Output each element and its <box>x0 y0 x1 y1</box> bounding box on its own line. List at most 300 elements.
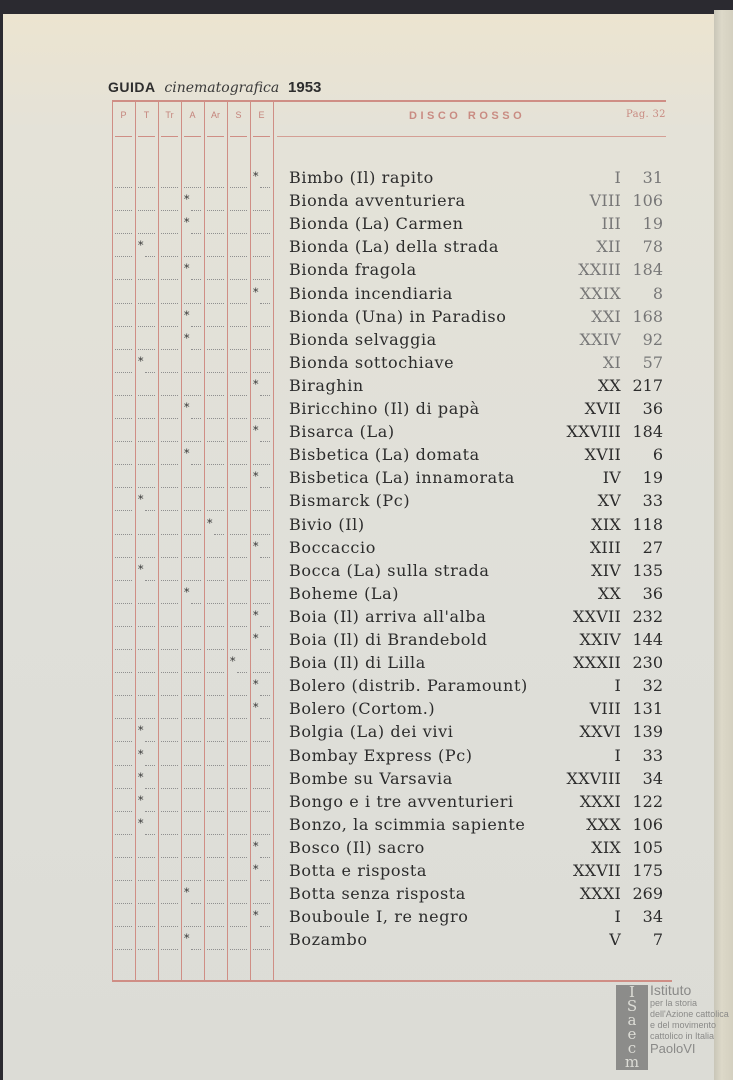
page-reference: 36 <box>642 399 663 418</box>
row-leader <box>115 718 132 719</box>
classification-mark: * <box>253 608 259 622</box>
row-leader <box>207 672 224 673</box>
film-title: Boia (Il) arriva all'alba <box>289 606 487 626</box>
classification-mark: * <box>253 839 259 853</box>
row-leader <box>115 580 132 581</box>
volume-number: XIII <box>589 537 621 557</box>
row-leader <box>191 949 201 950</box>
row-leader <box>207 303 224 304</box>
table-row <box>289 491 663 514</box>
row-leader <box>207 834 224 835</box>
row-leader <box>115 510 132 511</box>
page-reference: 78 <box>642 237 663 257</box>
row-leader <box>138 303 155 304</box>
watermark-text <box>650 983 729 1056</box>
classification-mark: * <box>184 585 190 599</box>
row-leader <box>115 395 132 396</box>
row-leader <box>184 372 201 373</box>
row-leader <box>161 949 178 950</box>
volume-number: XXXI <box>579 884 621 904</box>
column-header-tr: Tr <box>165 110 174 120</box>
row-leader <box>184 741 201 742</box>
row-leader <box>253 279 270 280</box>
row-leader <box>260 557 270 558</box>
row-leader <box>230 326 247 327</box>
watermark-line: dell'Azione cattolica <box>650 1009 729 1019</box>
row-leader <box>161 256 178 257</box>
monogram-letter: e <box>627 1025 637 1043</box>
classification-mark: * <box>253 632 259 645</box>
page-reference: 6 <box>652 445 663 465</box>
film-title: Boia (Il) di Brandebold <box>289 630 488 649</box>
classification-mark: * <box>253 285 259 299</box>
row-leader <box>207 695 224 696</box>
row-leader <box>253 418 270 419</box>
watermark-line: e del movimento <box>650 1020 717 1030</box>
film-title: Bolero (distrib. Paramount) <box>289 676 528 696</box>
row-leader <box>145 765 155 766</box>
page-reference: 135 <box>632 560 663 580</box>
page-reference: 118 <box>632 514 663 534</box>
row-leader <box>145 580 155 581</box>
page-reference: 168 <box>632 306 663 326</box>
film-title: Boccaccio <box>289 537 376 557</box>
column-header-underline <box>161 136 178 137</box>
classification-mark: * <box>253 424 259 438</box>
film-title: Boheme (La) <box>289 583 400 603</box>
row-leader <box>138 279 155 280</box>
row-leader <box>260 441 270 442</box>
row-leader <box>138 926 155 927</box>
column-divider <box>112 100 113 980</box>
row-leader <box>161 418 178 419</box>
row-leader <box>184 441 201 442</box>
table-row <box>289 260 663 283</box>
row-leader <box>115 418 132 419</box>
page-edge <box>714 10 733 1080</box>
row-leader <box>161 441 178 442</box>
row-leader <box>230 718 247 719</box>
film-title: Bionda (La) Carmen <box>289 214 464 234</box>
row-leader <box>207 557 224 558</box>
column-divider <box>227 100 228 980</box>
row-leader <box>145 788 155 789</box>
watermark-line: cattolico in Italia <box>650 1031 715 1041</box>
row-leader <box>138 857 155 858</box>
film-title: Bionda avventuriera <box>289 191 466 211</box>
row-leader <box>161 395 178 396</box>
row-leader <box>253 811 270 812</box>
page-reference: 19 <box>642 214 663 234</box>
classification-mark: * <box>253 909 259 923</box>
classification-mark: * <box>184 308 190 322</box>
row-leader <box>161 741 178 742</box>
running-header <box>108 78 321 96</box>
row-leader <box>207 187 224 188</box>
row-leader <box>115 233 132 234</box>
row-leader <box>115 949 132 950</box>
row-leader <box>184 510 201 511</box>
row-leader <box>115 926 132 927</box>
volume-number: VIII <box>589 699 621 719</box>
row-leader <box>207 741 224 742</box>
row-leader <box>191 210 201 211</box>
row-leader <box>253 534 270 535</box>
classification-mark: * <box>253 701 259 715</box>
column-header-underline <box>230 136 247 137</box>
volume-number: XXIII <box>578 260 621 280</box>
page-reference: 269 <box>632 884 663 904</box>
row-leader <box>260 487 270 488</box>
film-title: Bombe su Varsavia <box>289 768 453 788</box>
row-leader <box>138 210 155 211</box>
row-leader <box>184 303 201 304</box>
row-leader <box>145 510 155 511</box>
row-leader <box>161 279 178 280</box>
page-reference: 57 <box>642 352 663 372</box>
page-reference: 106 <box>632 191 663 211</box>
row-leader <box>184 857 201 858</box>
row-leader <box>253 788 270 789</box>
film-title: Bionda (Una) in Paradiso <box>289 306 507 326</box>
row-leader <box>138 418 155 419</box>
table-row <box>289 399 663 422</box>
row-leader <box>184 487 201 488</box>
classification-mark: * <box>184 932 190 946</box>
monogram-letter: c <box>627 1039 637 1057</box>
row-leader <box>207 256 224 257</box>
row-leader <box>184 580 201 581</box>
table-row <box>289 168 663 191</box>
classification-mark: * <box>207 516 213 530</box>
film-title: Bionda incendiaria <box>289 283 453 303</box>
row-leader <box>138 672 155 673</box>
row-leader <box>138 187 155 188</box>
row-leader <box>115 303 132 304</box>
film-title: Bombay Express (Pc) <box>289 745 473 765</box>
row-leader <box>230 256 247 257</box>
volume-number: XVII <box>584 399 621 418</box>
row-leader <box>138 464 155 465</box>
table-row <box>289 445 663 468</box>
row-leader <box>115 487 132 488</box>
table-row <box>289 214 663 237</box>
film-title: Bolero (Cortom.) <box>289 699 436 719</box>
table-row <box>289 237 663 260</box>
classification-mark: * <box>184 262 190 276</box>
page-reference: 131 <box>632 699 663 719</box>
volume-number: XXVIII <box>566 768 621 788</box>
row-leader <box>207 649 224 650</box>
row-leader <box>115 464 132 465</box>
row-leader <box>207 326 224 327</box>
table-row <box>289 722 663 745</box>
row-leader <box>260 187 270 188</box>
row-leader <box>207 903 224 904</box>
row-leader <box>161 464 178 465</box>
row-leader <box>138 903 155 904</box>
row-leader <box>115 557 132 558</box>
row-leader <box>207 626 224 627</box>
row-leader <box>230 372 247 373</box>
row-leader <box>230 441 247 442</box>
row-leader <box>161 303 178 304</box>
row-leader <box>161 926 178 927</box>
row-leader <box>115 534 132 535</box>
classification-mark: * <box>184 193 190 207</box>
row-leader <box>161 903 178 904</box>
row-leader <box>161 534 178 535</box>
row-leader <box>253 510 270 511</box>
row-leader <box>253 233 270 234</box>
row-leader <box>230 487 247 488</box>
page-reference: 32 <box>642 676 663 696</box>
row-leader <box>115 603 132 604</box>
row-leader <box>230 580 247 581</box>
row-leader <box>115 880 132 881</box>
classification-mark: * <box>184 216 190 230</box>
row-leader <box>138 534 155 535</box>
row-leader <box>161 649 178 650</box>
row-leader <box>191 349 201 350</box>
page-reference: 34 <box>642 768 663 788</box>
row-leader <box>253 210 270 211</box>
row-leader <box>230 811 247 812</box>
row-leader <box>115 326 132 327</box>
table-row <box>289 284 663 307</box>
table-row <box>289 422 663 445</box>
classification-mark: * <box>138 770 144 784</box>
row-leader <box>115 210 132 211</box>
row-leader <box>253 326 270 327</box>
row-leader <box>260 926 270 927</box>
row-leader <box>237 672 247 673</box>
row-leader <box>161 811 178 812</box>
table-row <box>289 330 663 353</box>
film-title: Bivio (Il) <box>289 514 365 534</box>
row-leader <box>115 741 132 742</box>
row-leader <box>115 649 132 650</box>
page-reference: 217 <box>632 375 663 395</box>
column-header-e: E <box>258 110 265 120</box>
row-leader <box>115 441 132 442</box>
row-leader <box>161 210 178 211</box>
page-reference: 8 <box>652 283 663 303</box>
row-leader <box>207 233 224 234</box>
film-title: Bionda sottochiave <box>289 352 455 372</box>
row-leader <box>253 741 270 742</box>
row-leader <box>138 603 155 604</box>
volume-number: I <box>614 745 621 765</box>
row-leader <box>230 649 247 650</box>
page-reference: 36 <box>642 583 663 603</box>
monogram-letter: I <box>629 983 635 1001</box>
subheader-rule <box>277 136 666 137</box>
row-leader <box>260 857 270 858</box>
table-row <box>289 746 663 769</box>
row-leader <box>260 626 270 627</box>
page-reference: 33 <box>642 491 663 511</box>
table-row <box>289 307 663 330</box>
row-leader <box>214 534 224 535</box>
table-row <box>289 584 663 607</box>
film-title: Bisbetica (La) innamorata <box>289 468 515 488</box>
film-title: Bouboule I, re negro <box>289 907 469 927</box>
row-leader <box>161 580 178 581</box>
row-leader <box>230 788 247 789</box>
row-leader <box>230 210 247 211</box>
row-leader <box>191 233 201 234</box>
table-row <box>289 607 663 630</box>
column-divider <box>181 100 182 980</box>
row-leader <box>161 557 178 558</box>
row-leader <box>115 903 132 904</box>
header-year: 1953 <box>288 79 322 96</box>
table-row <box>289 561 663 584</box>
page-reference: 184 <box>632 260 663 280</box>
table-row <box>289 353 663 376</box>
volume-number: XII <box>596 237 621 257</box>
row-leader <box>184 256 201 257</box>
row-leader <box>230 695 247 696</box>
row-leader <box>145 256 155 257</box>
row-leader <box>230 279 247 280</box>
row-leader <box>138 326 155 327</box>
volume-number: IV <box>602 468 621 488</box>
table-row <box>289 861 663 884</box>
row-leader <box>161 857 178 858</box>
row-leader <box>230 418 247 419</box>
row-leader <box>184 695 201 696</box>
row-leader <box>115 672 132 673</box>
row-leader <box>230 626 247 627</box>
volume-number: VIII <box>589 191 621 211</box>
row-leader <box>145 834 155 835</box>
classification-mark: * <box>138 724 144 738</box>
row-leader <box>161 372 178 373</box>
film-title: Bionda (La) della strada <box>289 237 499 257</box>
volume-number: I <box>614 168 621 187</box>
film-title: Botta senza risposta <box>289 884 466 904</box>
row-leader <box>115 811 132 812</box>
classification-mark: * <box>184 401 190 414</box>
column-header-p: P <box>120 110 127 120</box>
volume-number: I <box>614 676 621 696</box>
table-row <box>289 792 663 815</box>
row-leader <box>184 649 201 650</box>
volume-number: XXIV <box>579 630 621 649</box>
row-leader <box>161 880 178 881</box>
row-leader <box>207 580 224 581</box>
row-leader <box>191 603 201 604</box>
classification-mark: * <box>138 816 144 830</box>
film-title: Bozambo <box>289 930 368 950</box>
volume-number: XX <box>597 583 621 603</box>
row-leader <box>230 303 247 304</box>
row-leader <box>161 765 178 766</box>
row-leader <box>138 557 155 558</box>
film-title: Bisbetica (La) domata <box>289 445 480 465</box>
row-leader <box>145 372 155 373</box>
row-leader <box>184 395 201 396</box>
row-leader <box>138 695 155 696</box>
institute-watermark-logo <box>614 983 733 1073</box>
film-title: Bionda fragola <box>289 260 417 280</box>
volume-number: XIX <box>591 837 621 857</box>
row-leader <box>184 718 201 719</box>
header-subtitle: cinematografica <box>164 80 280 96</box>
column-header-s: S <box>235 110 242 120</box>
row-leader <box>230 510 247 511</box>
film-title: Bisarca (La) <box>289 422 395 442</box>
page-reference: 33 <box>642 745 663 765</box>
volume-number: XIX <box>591 514 621 534</box>
table-row <box>289 676 663 699</box>
row-leader <box>207 603 224 604</box>
row-leader <box>230 464 247 465</box>
page-reference: 175 <box>632 861 663 880</box>
row-leader <box>253 580 270 581</box>
row-leader <box>138 949 155 950</box>
row-leader <box>260 649 270 650</box>
volume-number: XVII <box>584 445 621 465</box>
row-leader <box>115 372 132 373</box>
column-divider <box>273 100 274 980</box>
volume-number: XXVI <box>579 722 621 742</box>
row-leader <box>230 233 247 234</box>
row-leader <box>253 765 270 766</box>
row-leader <box>260 718 270 719</box>
classification-mark: * <box>253 377 259 391</box>
table-row <box>289 515 663 538</box>
row-leader <box>184 926 201 927</box>
classification-mark: * <box>230 655 236 669</box>
column-divider <box>250 100 251 980</box>
row-leader <box>161 326 178 327</box>
monogram-letter: S <box>626 997 638 1015</box>
table-row <box>289 699 663 722</box>
row-leader <box>191 418 201 419</box>
row-leader <box>207 765 224 766</box>
row-leader <box>253 903 270 904</box>
row-leader <box>230 880 247 881</box>
row-leader <box>184 834 201 835</box>
table-row <box>289 838 663 861</box>
row-leader <box>191 464 201 465</box>
film-title: Bolgia (La) dei vivi <box>289 722 454 742</box>
film-title: Bosco (Il) sacro <box>289 837 425 857</box>
classification-mark: * <box>138 493 144 507</box>
volume-number: XXXII <box>573 653 621 673</box>
section-title: DISCO ROSSO <box>409 110 526 122</box>
row-leader <box>115 626 132 627</box>
row-leader <box>230 926 247 927</box>
page-reference: 92 <box>642 329 663 349</box>
volume-number: XXVII <box>573 606 621 626</box>
row-leader <box>115 695 132 696</box>
row-leader <box>207 418 224 419</box>
volume-number: XIV <box>591 560 621 580</box>
table-row <box>289 630 663 653</box>
row-leader <box>207 880 224 881</box>
row-leader <box>145 741 155 742</box>
row-leader <box>191 279 201 280</box>
film-title: Bocca (La) sulla strada <box>289 560 490 580</box>
page-reference: 27 <box>642 537 663 557</box>
row-leader <box>115 834 132 835</box>
row-leader <box>145 811 155 812</box>
column-divider <box>158 100 159 980</box>
